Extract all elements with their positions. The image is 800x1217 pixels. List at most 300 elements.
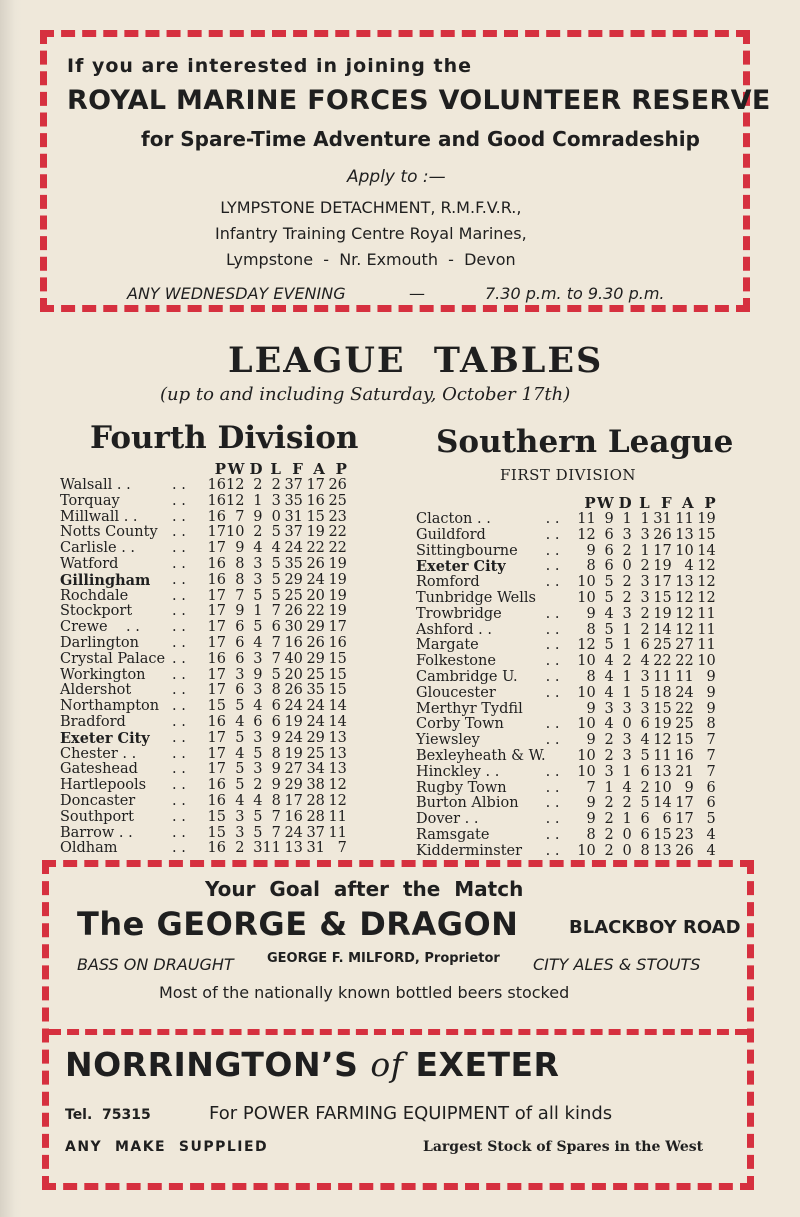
stat-f: 35 (284, 555, 303, 572)
stat-l: 2 (640, 558, 650, 575)
table-row (60, 510, 347, 526)
stat-a: 23 (675, 826, 694, 843)
leader-dots: . . (172, 492, 186, 509)
table-row (416, 765, 716, 781)
stat-pts: 19 (328, 571, 347, 588)
stat-a: 12 (675, 605, 694, 622)
stat-w: 1 (604, 779, 614, 796)
team-name: Guildford (416, 526, 486, 543)
team-name: Torquay (60, 492, 120, 509)
stat-f: 20 (284, 666, 303, 683)
column-header: L (639, 494, 650, 512)
stat-pts: 12 (328, 777, 347, 794)
stat-pts: 4 (706, 842, 716, 859)
george-ales: CITY ALES & STOUTS (533, 955, 701, 974)
team-name: Notts County (60, 524, 158, 541)
stat-p: 16 (207, 508, 226, 525)
stat-f: 31 (284, 508, 303, 525)
stat-p: 8 (586, 621, 596, 638)
stat-w: 3 (235, 666, 245, 683)
stat-w: 2 (604, 826, 614, 843)
stat-w: 3 (235, 824, 245, 841)
stat-f: 19 (653, 716, 672, 733)
stat-l: 7 (271, 824, 281, 841)
stat-p: 17 (207, 634, 226, 651)
stat-d: 5 (253, 619, 263, 636)
stat-d: 3 (622, 700, 632, 717)
team-name: Walsall . . (60, 477, 131, 493)
stat-p: 16 (207, 477, 226, 493)
leader-dots (546, 702, 570, 718)
stat-w: 4 (235, 792, 245, 809)
leader-dots: . . (545, 716, 560, 733)
stat-f: 17 (653, 574, 672, 591)
stat-f: 26 (284, 682, 303, 699)
table-row (60, 794, 347, 810)
stat-p: 10 (577, 716, 596, 733)
leader-dots: . . (545, 511, 560, 527)
column-header: P (584, 494, 596, 512)
rmfvr-address-line: LYMPSTONE DETACHMENT, R.M.F.V.R., (220, 198, 522, 217)
stat-d: 1 (622, 621, 632, 638)
stat-p: 15 (207, 824, 226, 841)
stat-f: 15 (653, 589, 672, 606)
table-row (416, 686, 716, 702)
leader-dots: . . (172, 729, 186, 746)
stat-a: 13 (675, 526, 694, 543)
team-name: Ashford . . (416, 621, 492, 638)
table-header-row (60, 460, 347, 478)
leader-dots: . . (172, 477, 186, 493)
table-row (416, 623, 716, 639)
team-name: Rochdale (60, 587, 129, 604)
stat-f: 13 (284, 840, 303, 857)
stat-f: 24 (284, 698, 303, 715)
team-name: Margate (416, 637, 479, 654)
team-name: Bradford (60, 713, 126, 730)
stat-a: 34 (306, 761, 325, 778)
stat-d: 4 (253, 540, 263, 557)
leader-dots: . . (172, 571, 186, 588)
stat-a: 24 (306, 571, 325, 588)
norrington-any-make: ANY MAKE SUPPLIED (65, 1139, 269, 1155)
stat-p: 17 (207, 619, 226, 636)
stat-l: 9 (271, 729, 281, 746)
leader-dots: . . (172, 587, 186, 604)
table-row (416, 749, 716, 765)
stat-l: 2 (271, 477, 281, 493)
stat-w: 6 (604, 526, 614, 543)
stat-d: 0 (622, 558, 632, 575)
stat-l: 2 (640, 605, 650, 622)
stat-w: 2 (235, 840, 245, 857)
stat-a: 26 (675, 842, 694, 859)
table-row (416, 717, 716, 733)
team-name: Workington (60, 666, 146, 683)
stat-pts: 7 (337, 840, 347, 857)
leader-dots (546, 591, 570, 607)
stat-pts: 12 (697, 558, 716, 575)
stat-w: 5 (235, 761, 245, 778)
stat-pts: 22 (328, 524, 347, 541)
stat-l: 2 (640, 779, 650, 796)
stat-p: 12 (577, 637, 596, 654)
team-column-header (60, 460, 172, 478)
team-name: Bexleyheath & W. (416, 747, 546, 764)
table-row (60, 604, 347, 620)
stat-l: 11 (262, 840, 281, 857)
stat-a: 22 (306, 603, 325, 620)
stat-l: 2 (640, 621, 650, 638)
stat-w: 4 (235, 713, 245, 730)
leader-dots: . . (545, 668, 560, 685)
column-header: A (313, 460, 325, 478)
stat-w: 5 (604, 621, 614, 638)
stat-pts: 12 (697, 574, 716, 591)
george-road: BLACKBOY ROAD (569, 917, 741, 938)
stat-w: 4 (235, 745, 245, 762)
table-row (60, 841, 347, 857)
team-name: Ramsgate (416, 826, 490, 843)
column-header: F (661, 494, 672, 512)
leader-dots: . . (172, 745, 186, 762)
stat-d: 3 (622, 605, 632, 622)
pub-and-farming-advert (42, 860, 754, 1190)
stat-d: 1 (622, 511, 632, 527)
stat-f: 17 (653, 542, 672, 559)
stat-a: 29 (306, 650, 325, 667)
stat-pts: 5 (706, 811, 716, 828)
team-name: Kidderminster (416, 842, 523, 859)
team-name: Watford (60, 555, 119, 572)
stat-a: 24 (675, 684, 694, 701)
rmfvr-tagline: for Spare-Time Adventure and Good Comradeship (141, 127, 700, 151)
stat-w: 6 (235, 650, 245, 667)
stat-pts: 23 (328, 508, 347, 525)
rmfvr-time: 7.30 p.m. to 9.30 p.m. (485, 284, 665, 303)
stat-pts: 7 (706, 763, 716, 780)
page-binding-edge (0, 0, 22, 1217)
stat-d: 2 (622, 795, 632, 812)
leader-dots: . . (545, 621, 560, 638)
stat-l: 9 (271, 777, 281, 794)
stat-l: 6 (640, 811, 650, 828)
stat-pts: 9 (706, 668, 716, 685)
stat-a: 29 (306, 729, 325, 746)
stat-f: 27 (284, 761, 303, 778)
table-row (416, 702, 716, 718)
stat-w: 4 (604, 668, 614, 685)
leader-dots: . . (545, 842, 560, 859)
stat-pts: 11 (328, 808, 347, 825)
stat-d: 0 (622, 826, 632, 843)
team-name: Carlisle . . (60, 540, 136, 557)
leader-dots: . . (545, 684, 560, 701)
stat-l: 3 (640, 668, 650, 685)
norrington-equipment: For POWER FARMING EQUIPMENT of all kinds (209, 1103, 613, 1124)
stat-f: 25 (653, 637, 672, 654)
rmfvr-dash: — (409, 284, 425, 303)
stat-p: 16 (207, 650, 226, 667)
stat-w: 2 (604, 842, 614, 859)
stat-l: 5 (640, 747, 650, 764)
table-row (416, 512, 716, 528)
stat-p: 16 (207, 777, 226, 794)
table-row (416, 844, 716, 860)
stat-a: 17 (306, 477, 325, 493)
stat-pts: 26 (328, 477, 347, 493)
stat-w: 6 (235, 634, 245, 651)
stat-pts: 14 (328, 698, 347, 715)
stat-w: 5 (604, 574, 614, 591)
stat-p: 10 (577, 747, 596, 764)
table-row (60, 557, 347, 573)
leader-dots: . . (545, 574, 560, 591)
stat-d: 0 (622, 716, 632, 733)
stat-a: 25 (306, 745, 325, 762)
stat-w: 7 (235, 508, 245, 525)
stat-pts: 15 (697, 526, 716, 543)
leader-dots: . . (545, 811, 560, 828)
stat-f: 10 (653, 779, 672, 796)
rmfvr-intro: If you are interested in joining the (67, 55, 472, 77)
stat-a: 15 (306, 508, 325, 525)
stat-pts: 9 (706, 700, 716, 717)
leader-dots: . . (172, 666, 186, 683)
stat-f: 37 (284, 524, 303, 541)
team-name: Merthyr Tydfil (416, 700, 523, 717)
table-row (416, 575, 716, 591)
leader-dots: . . (172, 603, 186, 620)
stat-p: 16 (207, 713, 226, 730)
stat-w: 8 (235, 571, 245, 588)
leader-dots: . . (172, 713, 186, 730)
stat-f: 19 (653, 605, 672, 622)
stat-a: 28 (306, 808, 325, 825)
team-name: Gillingham (60, 571, 151, 589)
stat-d: 2 (253, 777, 263, 794)
stat-p: 10 (577, 684, 596, 701)
stat-w: 6 (235, 619, 245, 636)
table-row (416, 607, 716, 623)
stat-l: 7 (271, 634, 281, 651)
stat-f: 12 (653, 732, 672, 749)
stat-w: 4 (604, 653, 614, 670)
stat-f: 17 (284, 792, 303, 809)
stat-p: 10 (577, 763, 596, 780)
stat-w: 2 (604, 747, 614, 764)
table-row (60, 541, 347, 557)
team-name: Yiewsley (416, 732, 480, 749)
stat-d: 4 (253, 634, 263, 651)
team-name: Doncaster (60, 792, 136, 809)
stat-p: 9 (586, 605, 596, 622)
stat-d: 1 (622, 763, 632, 780)
team-name: Exeter City (416, 558, 506, 576)
team-name: Stockport (60, 603, 133, 620)
stat-l: 5 (271, 524, 281, 541)
stat-w: 5 (235, 729, 245, 746)
stat-p: 9 (586, 542, 596, 559)
stat-pts: 12 (328, 792, 347, 809)
stat-d: 2 (253, 477, 263, 493)
stat-a: 38 (306, 777, 325, 794)
stat-p: 10 (577, 589, 596, 606)
stat-a: 20 (306, 587, 325, 604)
team-name: Sittingbourne (416, 542, 518, 559)
team-name: Trowbridge (416, 605, 502, 622)
stat-w: 7 (235, 587, 245, 604)
stat-pts: 12 (697, 589, 716, 606)
table-row (416, 828, 716, 844)
stat-w: 9 (235, 540, 245, 557)
column-header: P (704, 494, 716, 512)
stat-a: 10 (675, 542, 694, 559)
stat-l: 8 (271, 792, 281, 809)
stat-l: 6 (271, 698, 281, 715)
team-name: Dover . . (416, 811, 479, 828)
stat-p: 17 (207, 524, 226, 541)
stat-pts: 13 (328, 745, 347, 762)
leader-dots: . . (172, 619, 186, 636)
stat-f: 40 (284, 650, 303, 667)
stat-l: 3 (640, 589, 650, 606)
stat-p: 17 (207, 729, 226, 746)
stat-l: 7 (271, 808, 281, 825)
stat-l: 5 (271, 571, 281, 588)
table-row (60, 731, 347, 747)
leader-dots: . . (172, 808, 186, 825)
stat-pts: 10 (697, 653, 716, 670)
norrington-name-part: EXETER (403, 1045, 560, 1084)
stat-w: 5 (235, 698, 245, 715)
stat-f: 26 (284, 603, 303, 620)
stat-l: 1 (640, 511, 650, 527)
stat-w: 4 (604, 684, 614, 701)
stat-pts: 17 (328, 619, 347, 636)
stat-f: 25 (284, 587, 303, 604)
stat-w: 4 (604, 716, 614, 733)
table-header-row (416, 494, 716, 512)
dots-column-header (172, 460, 204, 478)
team-name: Hinckley . . (416, 763, 500, 780)
stat-p: 15 (207, 808, 226, 825)
column-header: W (227, 460, 245, 478)
stat-a: 28 (306, 792, 325, 809)
fourth-division-title: Fourth Division (90, 420, 359, 456)
stat-d: 4 (253, 698, 263, 715)
norrington-spares: Largest Stock of Spares in the West (423, 1139, 704, 1155)
stat-l: 4 (640, 653, 650, 670)
stat-w: 5 (235, 777, 245, 794)
team-name: Corby Town (416, 716, 504, 733)
column-header: D (618, 494, 632, 512)
stat-f: 19 (284, 745, 303, 762)
stat-w: 4 (604, 605, 614, 622)
stat-p: 17 (207, 603, 226, 620)
stat-pts: 22 (328, 540, 347, 557)
rmfvr-apply: Apply to :— (347, 167, 446, 187)
stat-a: 19 (306, 524, 325, 541)
stat-d: 3 (253, 682, 263, 699)
team-name: Northampton (60, 698, 160, 715)
stat-d: 1 (253, 603, 263, 620)
stat-d: 1 (622, 637, 632, 654)
stat-d: 4 (253, 792, 263, 809)
table-row (416, 670, 716, 686)
stat-w: 12 (226, 492, 245, 509)
stat-f: 19 (653, 558, 672, 575)
stat-l: 6 (640, 637, 650, 654)
table-body (60, 478, 347, 857)
leader-dots: . . (172, 650, 186, 667)
table-row (60, 668, 347, 684)
stat-d: 2 (622, 574, 632, 591)
stat-l: 6 (640, 763, 650, 780)
stat-f: 15 (653, 700, 672, 717)
stat-a: 22 (675, 653, 694, 670)
stat-p: 16 (207, 840, 226, 857)
southern-first-division-label: FIRST DIVISION (500, 466, 637, 484)
stat-pts: 16 (328, 634, 347, 651)
table-row (60, 478, 347, 494)
team-name: Folkestone (416, 653, 496, 670)
stat-f: 35 (284, 492, 303, 509)
stat-p: 10 (577, 842, 596, 859)
table-row (416, 591, 716, 607)
table-body (416, 512, 716, 860)
table-row (416, 812, 716, 828)
stat-f: 24 (284, 729, 303, 746)
leader-dots: . . (172, 698, 186, 715)
stat-a: 35 (306, 682, 325, 699)
stat-p: 16 (207, 492, 226, 509)
stat-l: 5 (271, 666, 281, 683)
stat-f: 29 (284, 777, 303, 794)
stat-p: 17 (207, 745, 226, 762)
stat-f: 13 (653, 842, 672, 859)
stat-l: 5 (640, 684, 650, 701)
stat-pts: 6 (706, 779, 716, 796)
stat-f: 14 (653, 795, 672, 812)
team-name: Millwall . . (60, 508, 138, 525)
leader-dots: . . (545, 637, 560, 654)
advert-divider (49, 1029, 747, 1035)
stat-pts: 13 (328, 729, 347, 746)
stat-l: 9 (271, 761, 281, 778)
stat-pts: 11 (697, 637, 716, 654)
stat-a: 9 (684, 779, 694, 796)
southern-league-table (416, 494, 716, 860)
stat-d: 3 (622, 526, 632, 543)
george-headline: Your Goal after the Match (205, 877, 524, 901)
leader-dots: . . (172, 540, 186, 557)
table-row (416, 544, 716, 560)
stat-pts: 7 (706, 732, 716, 749)
stat-pts: 15 (328, 650, 347, 667)
stat-w: 2 (604, 811, 614, 828)
stat-l: 7 (271, 650, 281, 667)
stat-pts: 11 (328, 824, 347, 841)
stat-pts: 6 (706, 795, 716, 812)
stat-pts: 11 (697, 605, 716, 622)
table-row (60, 699, 347, 715)
stat-a: 4 (684, 558, 694, 575)
table-row (60, 494, 347, 510)
stat-a: 26 (306, 634, 325, 651)
team-name: Darlington (60, 634, 139, 651)
stat-p: 8 (586, 826, 596, 843)
